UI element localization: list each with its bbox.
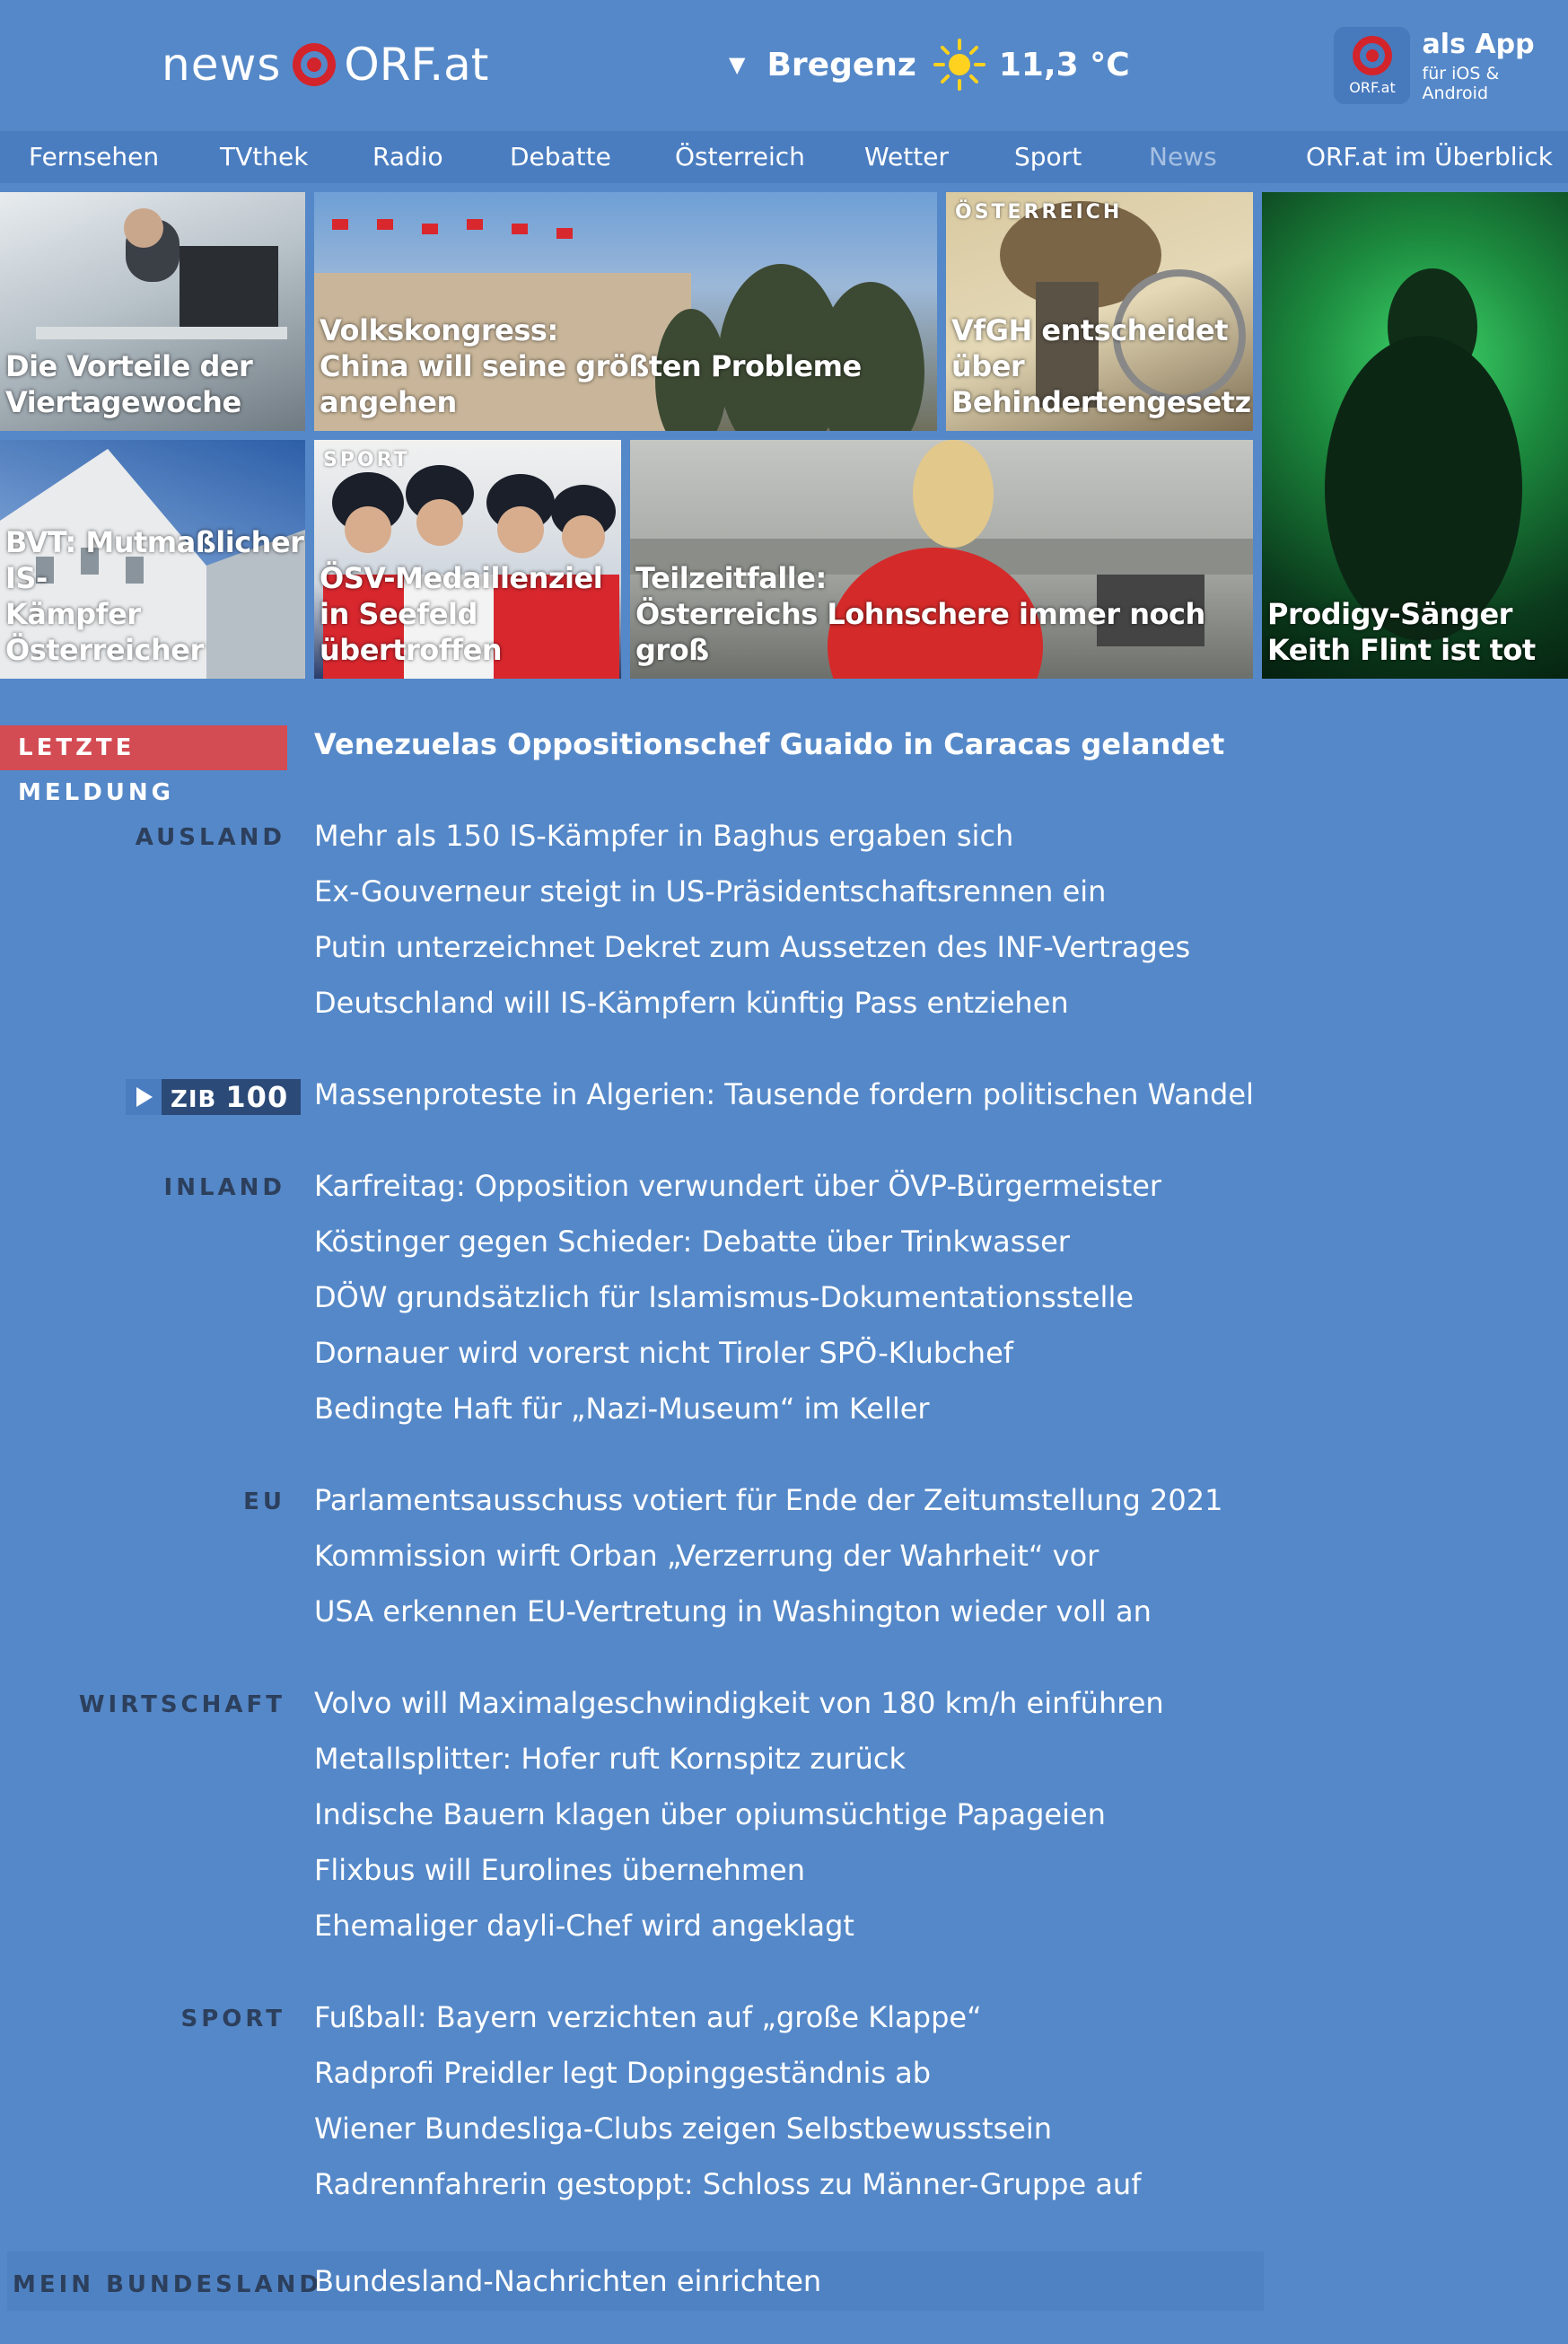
nav-item-tvthek[interactable]: TVthek: [220, 142, 309, 171]
nav-item-sport[interactable]: Sport: [1014, 142, 1082, 171]
teaser-caption[interactable]: ÖSV-Medaillenziel in Seefeld übertroffen: [320, 561, 603, 667]
teaser-caption[interactable]: Teilzeitfalle: Österreichs Lohnschere immer noch groß: [635, 561, 1205, 667]
headline-item[interactable]: Fußball: Bayern verzichten auf „große Klappe“: [314, 2000, 982, 2034]
teaser-kicker: ÖSTERREICH: [955, 201, 1123, 224]
headline-item[interactable]: Putin unterzeichnet Dekret zum Aussetzen des INF-Vertrages: [314, 930, 1191, 964]
teaser-bvt[interactable]: [0, 440, 305, 679]
play-icon[interactable]: [126, 1079, 162, 1115]
headline-item[interactable]: USA erkennen EU-Vertretung in Washington wieder voll an: [314, 1594, 1152, 1629]
nav-item-news[interactable]: News: [1149, 142, 1217, 171]
teaser-caption[interactable]: Prodigy-Sänger Keith Flint ist tot: [1267, 597, 1536, 667]
headline-item[interactable]: Flixbus will Eurolines übernehmen: [314, 1853, 805, 1887]
headline-item[interactable]: Radprofi Preidler legt Dopinggeständnis ab: [314, 2056, 932, 2090]
teaser-caption[interactable]: BVT: Mutmaßlicher IS- Kämpfer Österreicher: [5, 525, 304, 667]
headline-item[interactable]: Deutschland will IS-Kämpfern künftig Pass entziehen: [314, 986, 1069, 1020]
logo-orf-text: ORF.at: [344, 39, 489, 91]
teaser-grid: [0, 192, 1568, 680]
headline-item[interactable]: Radrennfahrerin gestoppt: Schloss zu Männer-Gruppe auf: [314, 2167, 1142, 2201]
headline-item[interactable]: DÖW grundsätzlich für Islamismus-Dokumentationsstelle: [314, 1280, 1134, 1314]
weather-widget[interactable]: [729, 38, 1130, 92]
news-orf-logo[interactable]: [162, 32, 488, 97]
headline-item[interactable]: Metallsplitter: Hofer ruft Kornspitz zurück: [314, 1742, 906, 1776]
nav-item-orf-ueberblick[interactable]: ORF.at im Überblick: [1306, 142, 1553, 171]
teaser-teilzeitfalle[interactable]: [630, 440, 1253, 679]
teaser-caption[interactable]: Volkskongress: China will seine größten Probleme angehen: [320, 313, 862, 419]
teaser-oesv[interactable]: [314, 440, 621, 679]
orf-app-icon[interactable]: [1334, 27, 1410, 104]
teaser-vfgh[interactable]: [946, 192, 1253, 431]
teaser-caption[interactable]: Die Vorteile der Viertagewoche: [5, 349, 253, 419]
nav-item-radio[interactable]: Radio: [372, 142, 443, 171]
section-label-bundesland: MEIN BUNDESLAND: [13, 2271, 322, 2298]
orf-ring-icon: [290, 40, 338, 89]
breaking-news-badge: LETZTE MELDUNG: [0, 725, 287, 770]
headline-item[interactable]: Wiener Bundesliga-Clubs zeigen Selbstbewusstsein: [314, 2111, 1053, 2146]
section-label-sport[interactable]: SPORT: [180, 2006, 285, 2032]
teaser-kicker: SPORT: [323, 449, 410, 471]
nav-item-oesterreich[interactable]: Österreich: [675, 142, 805, 171]
app-icon-label: ORF.at: [1349, 79, 1396, 96]
headline-item[interactable]: Kommission wirft Orban „Verzerrung der Wahrheit“ vor: [314, 1539, 1099, 1573]
headline-item[interactable]: Parlamentsausschuss votiert für Ende der Zeitumstellung 2021: [314, 1483, 1223, 1517]
app-promo[interactable]: [1334, 25, 1568, 106]
zib-number: 100: [225, 1080, 289, 1114]
logo-news-text: news: [162, 39, 282, 91]
app-promo-subtitle[interactable]: für iOS & Android: [1422, 63, 1500, 103]
app-promo-title[interactable]: als App: [1422, 28, 1535, 60]
headline-item[interactable]: Ehemaliger dayli-Chef wird angeklagt: [314, 1909, 854, 1943]
teaser-viertagewoche[interactable]: [0, 192, 305, 431]
zib-label: ZIB: [171, 1086, 217, 1113]
headline-item[interactable]: Volvo will Maximalgeschwindigkeit von 180 km/h einführen: [314, 1686, 1164, 1720]
teaser-volkskongress[interactable]: [314, 192, 937, 431]
nav-item-debatte[interactable]: Debatte: [510, 142, 611, 171]
headline-item[interactable]: Dornauer wird vorerst nicht Tiroler SPÖ-Klubchef: [314, 1336, 1014, 1370]
nav-item-fernsehen[interactable]: Fernsehen: [29, 142, 160, 171]
headline-item[interactable]: Mehr als 150 IS-Kämpfer in Baghus ergaben sich: [314, 819, 1014, 853]
nav-item-wetter[interactable]: Wetter: [864, 142, 949, 171]
site-header: [0, 0, 1568, 131]
breaking-headline[interactable]: Venezuelas Oppositionschef Guaido in Caracas gelandet: [314, 727, 1225, 761]
zib100-badge[interactable]: [126, 1079, 301, 1115]
bundesland-link[interactable]: Bundesland-Nachrichten einrichten: [314, 2264, 822, 2298]
section-label-inland[interactable]: INLAND: [163, 1174, 285, 1201]
headline-item[interactable]: Ex-Gouverneur steigt in US-Präsidentschaftsrennen ein: [314, 874, 1107, 909]
headline-item[interactable]: Karfreitag: Opposition verwundert über ÖVP-Bürgermeister: [314, 1169, 1162, 1203]
section-label-wirtschaft[interactable]: WIRTSCHAFT: [78, 1691, 285, 1718]
dropdown-triangle-icon[interactable]: ▼: [729, 52, 746, 77]
headline-item[interactable]: Köstinger gegen Schieder: Debatte über Trinkwasser: [314, 1225, 1070, 1259]
teaser-caption[interactable]: VfGH entscheidet über Behindertengesetz: [951, 313, 1251, 419]
weather-temperature: 11,3 °C: [998, 46, 1130, 83]
main-navigation: [0, 131, 1568, 183]
section-label-eu[interactable]: EU: [243, 1488, 285, 1515]
sun-icon: [933, 38, 986, 92]
teaser-prodigy[interactable]: [1262, 192, 1568, 679]
zib-headline[interactable]: Massenproteste in Algerien: Tausende fordern politischen Wandel: [314, 1077, 1254, 1111]
headline-item[interactable]: Indische Bauern klagen über opiumsüchtige Papageien: [314, 1797, 1106, 1831]
headline-item[interactable]: Bedingte Haft für „Nazi-Museum“ im Keller: [314, 1391, 930, 1426]
section-label-ausland[interactable]: AUSLAND: [135, 824, 285, 851]
weather-city[interactable]: Bregenz: [766, 46, 916, 83]
